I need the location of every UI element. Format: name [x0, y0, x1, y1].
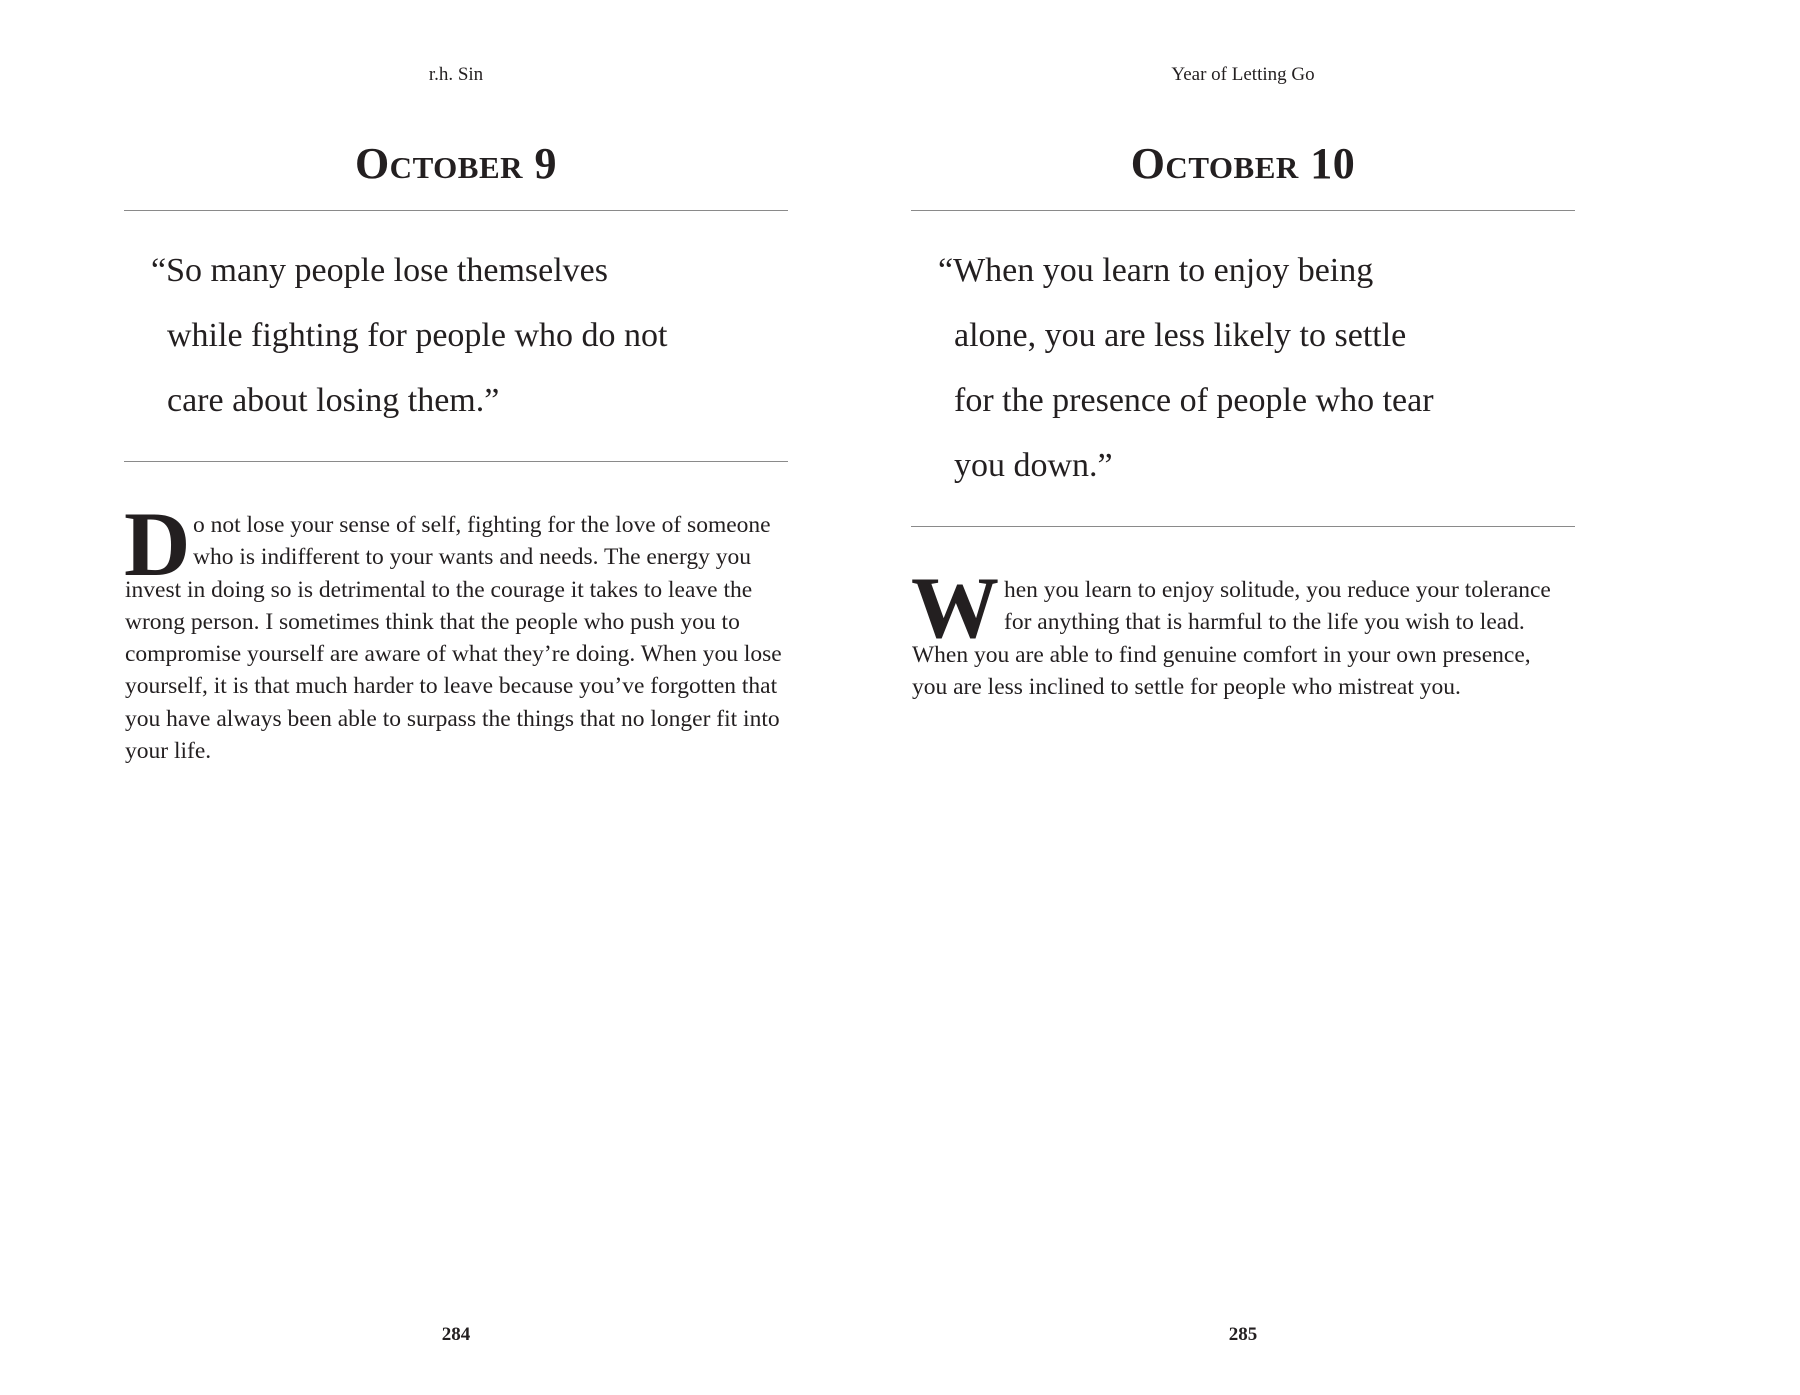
body-line: o not lose your sense of self, fighting for the love of someone [193, 512, 771, 538]
quote-line: you down.” [954, 447, 1113, 484]
page-title: October 10 [1130, 139, 1356, 188]
body-line: wrong person. I sometimes think that the people who push you to [125, 608, 740, 635]
pull-quote [151, 238, 781, 433]
drop-cap: W [911, 560, 999, 657]
body-text [911, 560, 1577, 703]
divider [911, 210, 1575, 211]
body-line: hen you learn to enjoy solitude, you reduce your tolerance [1004, 577, 1551, 603]
quote-line: care about losing them.” [167, 382, 500, 419]
right-page [787, 0, 1687, 1395]
quote-line: “When you learn to enjoy being [938, 252, 1374, 289]
body-line: you have always been able to surpass the things that no longer fit into [125, 705, 780, 732]
divider [124, 461, 788, 462]
body-line: When you are able to find genuine comfort in your own presence, [912, 641, 1531, 668]
running-head-title: Year of Letting Go [1171, 64, 1315, 85]
page-number: 284 [441, 1324, 471, 1345]
quote-line: alone, you are less likely to settle [954, 317, 1407, 354]
body-line: your life. [125, 738, 212, 765]
page-number: 285 [1228, 1324, 1258, 1345]
divider [124, 210, 788, 211]
body-line: compromise yourself are aware of what they’re doing. When you lose [125, 641, 782, 668]
body-line: for anything that is harmful to the life you wish to lead. [1004, 609, 1525, 636]
body-line: yourself, it is that much harder to leave because you’ve forgotten that [125, 673, 778, 700]
divider [911, 526, 1575, 527]
page-title: October 9 [354, 139, 558, 188]
quote-line: while fighting for people who do not [167, 317, 668, 354]
pull-quote [938, 238, 1568, 498]
quote-line: for the presence of people who tear [954, 382, 1434, 419]
body-line: invest in doing so is detrimental to the courage it takes to leave the [125, 576, 753, 603]
running-head-author: r.h. Sin [428, 64, 484, 85]
body-line: you are less inclined to settle for people who mistreat you. [912, 673, 1461, 700]
quote-line: “So many people lose themselves [151, 252, 609, 289]
body-text [124, 493, 790, 767]
body-line: who is indifferent to your wants and needs. The energy you [193, 544, 752, 571]
drop-cap: D [124, 493, 191, 595]
